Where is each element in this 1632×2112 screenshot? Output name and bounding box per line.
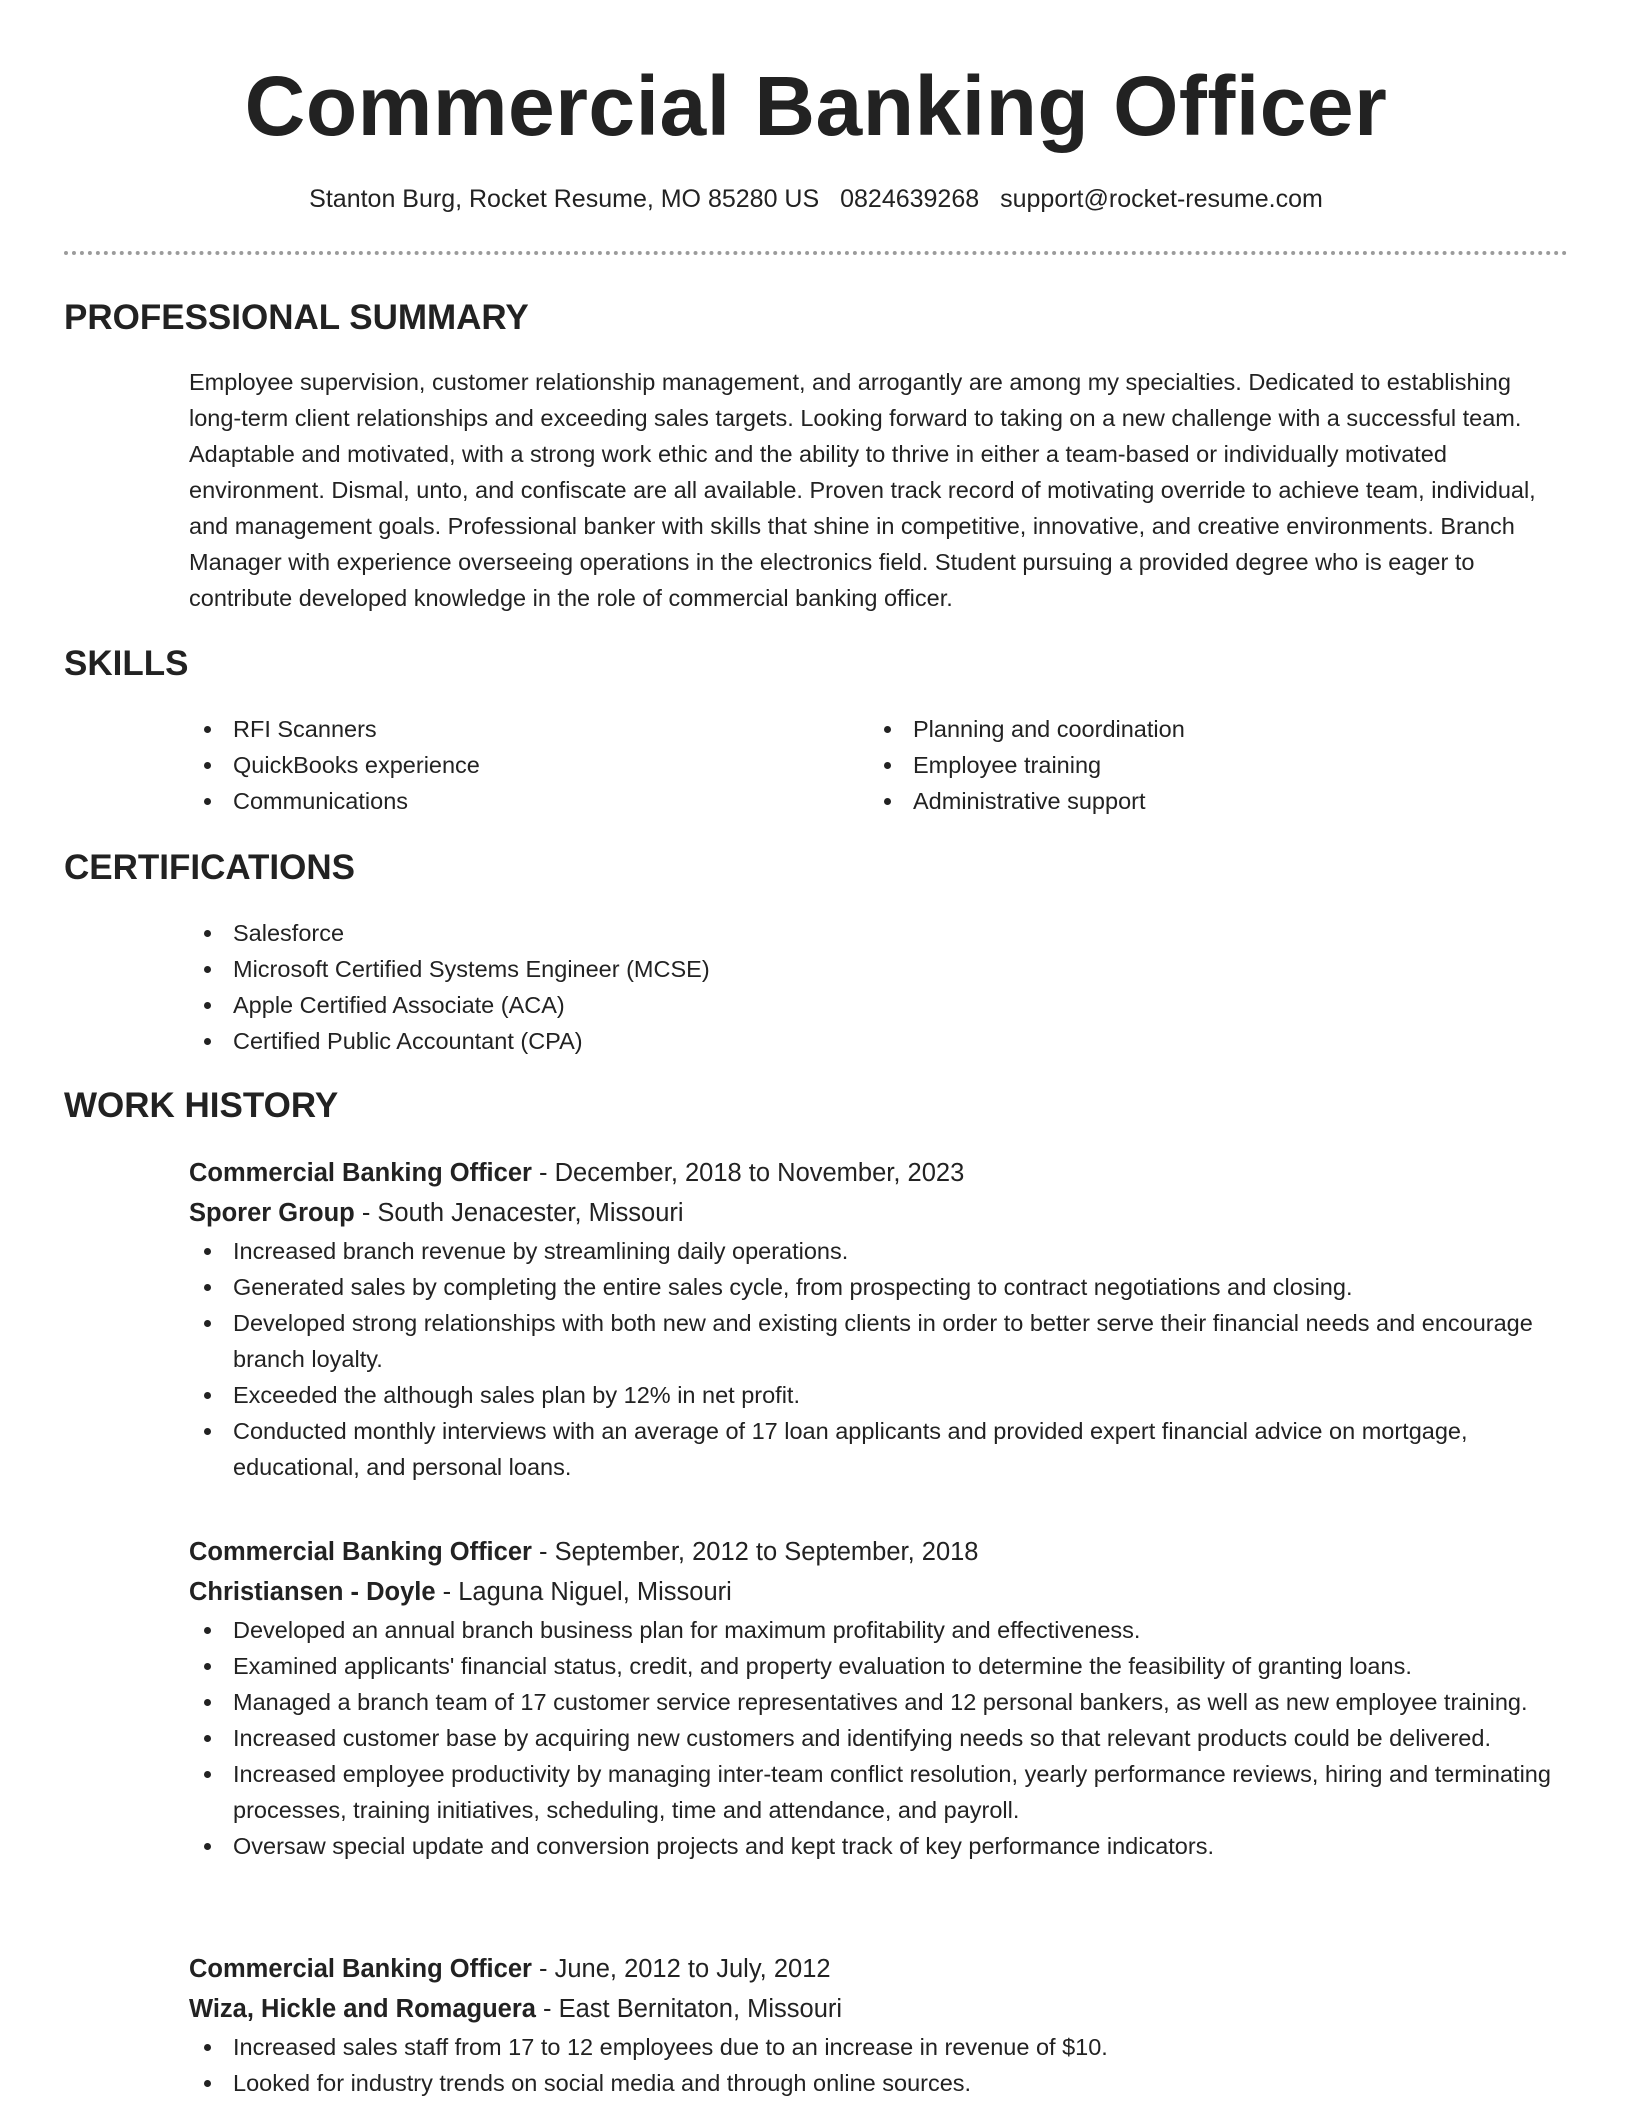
duty-item: Increased customer base by acquiring new customers and identifying needs so that relevant products could be delivered. xyxy=(189,1720,1568,1756)
job-location: - Laguna Niguel, Missouri xyxy=(435,1578,732,1606)
job-location: - East Bernitaton, Missouri xyxy=(535,1995,843,2023)
certification-item: Microsoft Certified Systems Engineer (MCSE) xyxy=(189,951,1568,987)
duty-item: Examined applicants' financial status, credit, and property evaluation to determine the feasibility of granting loans. xyxy=(189,1648,1568,1684)
job-entry xyxy=(189,1532,1568,1864)
duty-item: Conducted monthly interviews with an average of 17 loan applicants and provided expert financial advice on mortgage, educational, and personal loans. xyxy=(189,1413,1568,1485)
job-dates: - September, 2012 to September, 2018 xyxy=(531,1538,979,1566)
duty-item: Increased sales staff from 17 to 12 employees due to an increase in revenue of $10. xyxy=(189,2029,1568,2065)
contact-phone[interactable]: 0824639268 xyxy=(840,185,980,213)
skill-item: Communications xyxy=(189,783,869,819)
contact-line xyxy=(0,182,1632,216)
skill-item: QuickBooks experience xyxy=(189,747,869,783)
duty-item: Managed a branch team of 17 customer service representatives and 12 personal bankers, as well as new employee training. xyxy=(189,1684,1568,1720)
job-dates: - December, 2018 to November, 2023 xyxy=(531,1159,965,1187)
job-company: Sporer Group xyxy=(189,1199,355,1227)
certifications-section xyxy=(189,915,1568,1059)
header-divider xyxy=(64,251,1568,255)
skill-item: Administrative support xyxy=(869,783,1549,819)
skills-column-left xyxy=(189,711,869,819)
job-dates: - June, 2012 to July, 2012 xyxy=(531,1955,831,1983)
job-company-line xyxy=(189,1193,1568,1233)
job-role: Commercial Banking Officer xyxy=(189,1159,532,1187)
job-title-line xyxy=(189,1949,1568,1989)
skill-item: RFI Scanners xyxy=(189,711,869,747)
job-duties xyxy=(189,2029,1568,2101)
job-company-line xyxy=(189,1989,1568,2029)
skills-list xyxy=(189,711,1568,819)
work-history-heading: WORK HISTORY xyxy=(64,1086,339,1125)
job-title-line xyxy=(189,1153,1568,1193)
job-location: - South Jenacester, Missouri xyxy=(354,1199,684,1227)
duty-item: Developed strong relationships with both new and existing clients in order to better serve their financial needs and encourage branch loyalty. xyxy=(189,1305,1568,1377)
skills-heading: SKILLS xyxy=(64,644,189,683)
resume-title: Commercial Banking Officer xyxy=(244,59,1388,153)
skill-item: Planning and coordination xyxy=(869,711,1549,747)
job-duties xyxy=(189,1233,1568,1485)
job-entry xyxy=(189,1153,1568,1485)
job-company-line xyxy=(189,1572,1568,1612)
duty-item: Increased employee productivity by managing inter-team conflict resolution, yearly performance reviews, hiring and terminating processes, training initiatives, scheduling, time and attendance, and payroll. xyxy=(189,1756,1568,1828)
job-role: Commercial Banking Officer xyxy=(189,1538,532,1566)
job-entry xyxy=(189,1949,1568,2101)
duty-item: Looked for industry trends on social media and through online sources. xyxy=(189,2065,1568,2101)
certification-item: Certified Public Accountant (CPA) xyxy=(189,1023,1568,1059)
skills-column-right xyxy=(869,711,1549,819)
duty-item: Exceeded the although sales plan by 12% in net profit. xyxy=(189,1377,1568,1413)
duty-item: Increased branch revenue by streamlining daily operations. xyxy=(189,1233,1568,1269)
summary-section xyxy=(189,364,1568,616)
contact-address: Stanton Burg, Rocket Resume, MO 85280 US xyxy=(309,185,820,213)
job-company: Wiza, Hickle and Romaguera xyxy=(189,1995,536,2023)
job-duties xyxy=(189,1612,1568,1864)
job-title-line xyxy=(189,1532,1568,1572)
summary-text: Employee supervision, customer relationship management, and arrogantly are among my specialties. Dedicated to establishing long-term client relationships and exceeding sales targets. Looking forward to taking on a new challenge with a successful team. Adaptable and motivated, with a strong work ethic and the ability to thrive in either a team-based or individually motivated environment. Dismal, unto, and confiscate are all available. Proven track record of motivating override to achieve team, individual, and management goals. Professional banker with skills that shine in competitive, innovative, and creative environments. Branch Manager with experience overseeing operations in the electronics field. Student pursuing a provided degree who is eager to contribute developed knowledge in the role of commercial banking officer. xyxy=(189,369,1536,611)
certification-item: Apple Certified Associate (ACA) xyxy=(189,987,1568,1023)
contact-email[interactable]: support@rocket-resume.com xyxy=(1000,185,1323,213)
duty-item: Oversaw special update and conversion projects and kept track of key performance indicators. xyxy=(189,1828,1568,1864)
certifications-heading: CERTIFICATIONS xyxy=(64,848,356,887)
duty-item: Developed an annual branch business plan for maximum profitability and effectiveness. xyxy=(189,1612,1568,1648)
duty-item: Generated sales by completing the entire sales cycle, from prospecting to contract negotiations and closing. xyxy=(189,1269,1568,1305)
summary-heading: PROFESSIONAL SUMMARY xyxy=(64,298,529,337)
job-role: Commercial Banking Officer xyxy=(189,1955,532,1983)
skill-item: Employee training xyxy=(869,747,1549,783)
certifications-list xyxy=(189,915,1568,1059)
certification-item: Salesforce xyxy=(189,915,1568,951)
job-company: Christiansen - Doyle xyxy=(189,1578,436,1606)
